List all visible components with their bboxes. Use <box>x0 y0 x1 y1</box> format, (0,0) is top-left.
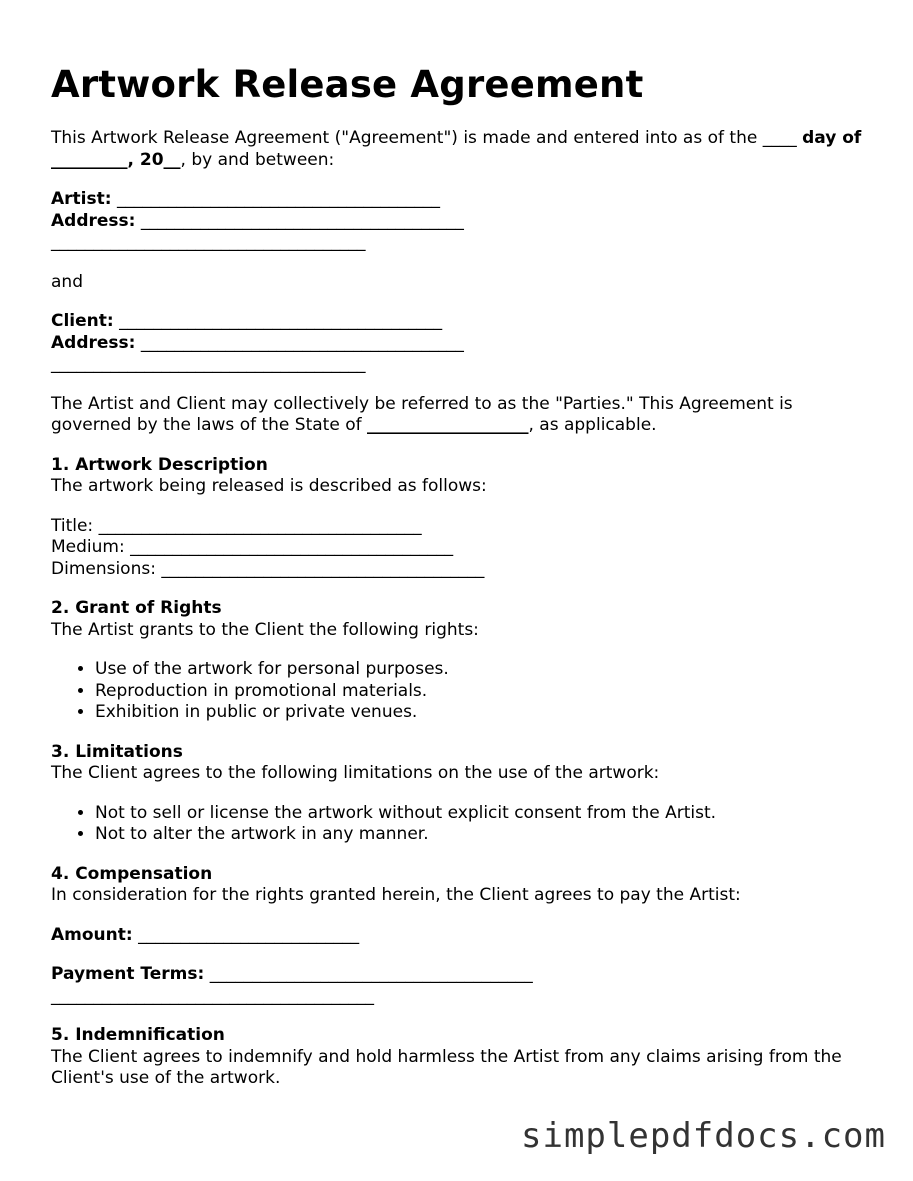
rights-list <box>51 659 871 724</box>
intro-text-end: , by and between: <box>180 149 335 170</box>
list-item: • Not to sell or license the artwork without explicit consent from the Artist. <box>95 803 871 825</box>
parties-text-end: , as applicable. <box>528 415 657 435</box>
watermark-text: simplepdfdocs.com <box>521 1116 886 1156</box>
section-4-body: In consideration for the rights granted herein, the Client agrees to pay the Artist: <box>51 885 741 905</box>
medium-field-line: Medium: ______________________________________ <box>51 537 454 557</box>
client-line <box>51 311 871 333</box>
list-item: • Exhibition in public or private venues. <box>95 702 871 724</box>
amount-label: Amount: <box>51 924 133 945</box>
state-blank: ___________________ <box>366 415 529 435</box>
section-4-heading: 4. Compensation <box>51 863 213 884</box>
artist-address-blank: ______________________________________ <box>135 210 464 231</box>
title-field-line: Title: ______________________________________ <box>51 515 422 536</box>
artist-block <box>51 189 871 254</box>
list-item: • Not to alter the artwork in any manner. <box>95 824 871 846</box>
payment-terms-line <box>51 964 871 986</box>
intro-paragraph <box>51 128 871 171</box>
client-address-line-2: _____________________________________ <box>51 354 366 374</box>
section-5-body: The Client agrees to indemnify and hold harmless the Artist from any claims arising from the Client's use of the artwork. <box>51 1046 842 1088</box>
client-blank: ______________________________________ <box>113 311 443 331</box>
list-item: • Use of the artwork for personal purposes. <box>95 659 871 681</box>
client-block <box>51 311 871 376</box>
document-page <box>51 62 871 1108</box>
artwork-fields <box>51 516 871 581</box>
limitations-list <box>51 803 871 846</box>
amount-line <box>51 925 871 947</box>
artist-address-line-2: _____________________________________ <box>51 232 366 252</box>
payment-terms-line-2: ______________________________________ <box>51 985 374 1006</box>
list-item: • Reproduction in promotional materials. <box>95 681 871 703</box>
parties-paragraph <box>51 394 871 437</box>
intro-date-blank: day of _________, 20__ <box>51 128 862 170</box>
artist-line <box>51 189 871 211</box>
parties-text-start: The Artist and Client may collectively be referred to as the "Parties." This Agreement is governed by the laws of the State of <box>51 393 793 435</box>
section-2-heading: 2. Grant of Rights <box>51 598 222 618</box>
payment-terms-block <box>51 964 871 1007</box>
client-label: Client: <box>51 311 114 331</box>
payment-terms-blank: ______________________________________ <box>204 964 533 984</box>
client-address-label: Address: <box>51 332 136 353</box>
and-text: and <box>51 271 83 292</box>
artist-label: Artist: <box>51 189 112 209</box>
section-2-body: The Artist grants to the Client the following rights: <box>51 619 479 640</box>
document-title: Artwork Release Agreement <box>51 63 644 106</box>
artist-address-label: Address: <box>51 210 136 231</box>
artist-blank: ______________________________________ <box>111 189 440 209</box>
dimensions-field-line: Dimensions: ______________________________________ <box>51 558 485 579</box>
intro-text-start: This Artwork Release Agreement ("Agreement") is made and entered into as of the ____ <box>51 128 797 148</box>
section-5-heading: 5. Indemnification <box>51 1025 225 1045</box>
amount-blank: __________________________ <box>132 924 360 945</box>
payment-terms-label: Payment Terms: <box>51 964 205 984</box>
section-3-heading: 3. Limitations <box>51 741 183 762</box>
artist-address-line <box>51 211 871 233</box>
section-3-body: The Client agrees to the following limitations on the use of the artwork: <box>51 763 660 783</box>
section-1-heading: 1. Artwork Description <box>51 454 268 475</box>
section-1-body: The artwork being released is described as follows: <box>51 476 487 496</box>
client-address-line <box>51 333 871 355</box>
client-address-blank: ______________________________________ <box>135 332 464 353</box>
